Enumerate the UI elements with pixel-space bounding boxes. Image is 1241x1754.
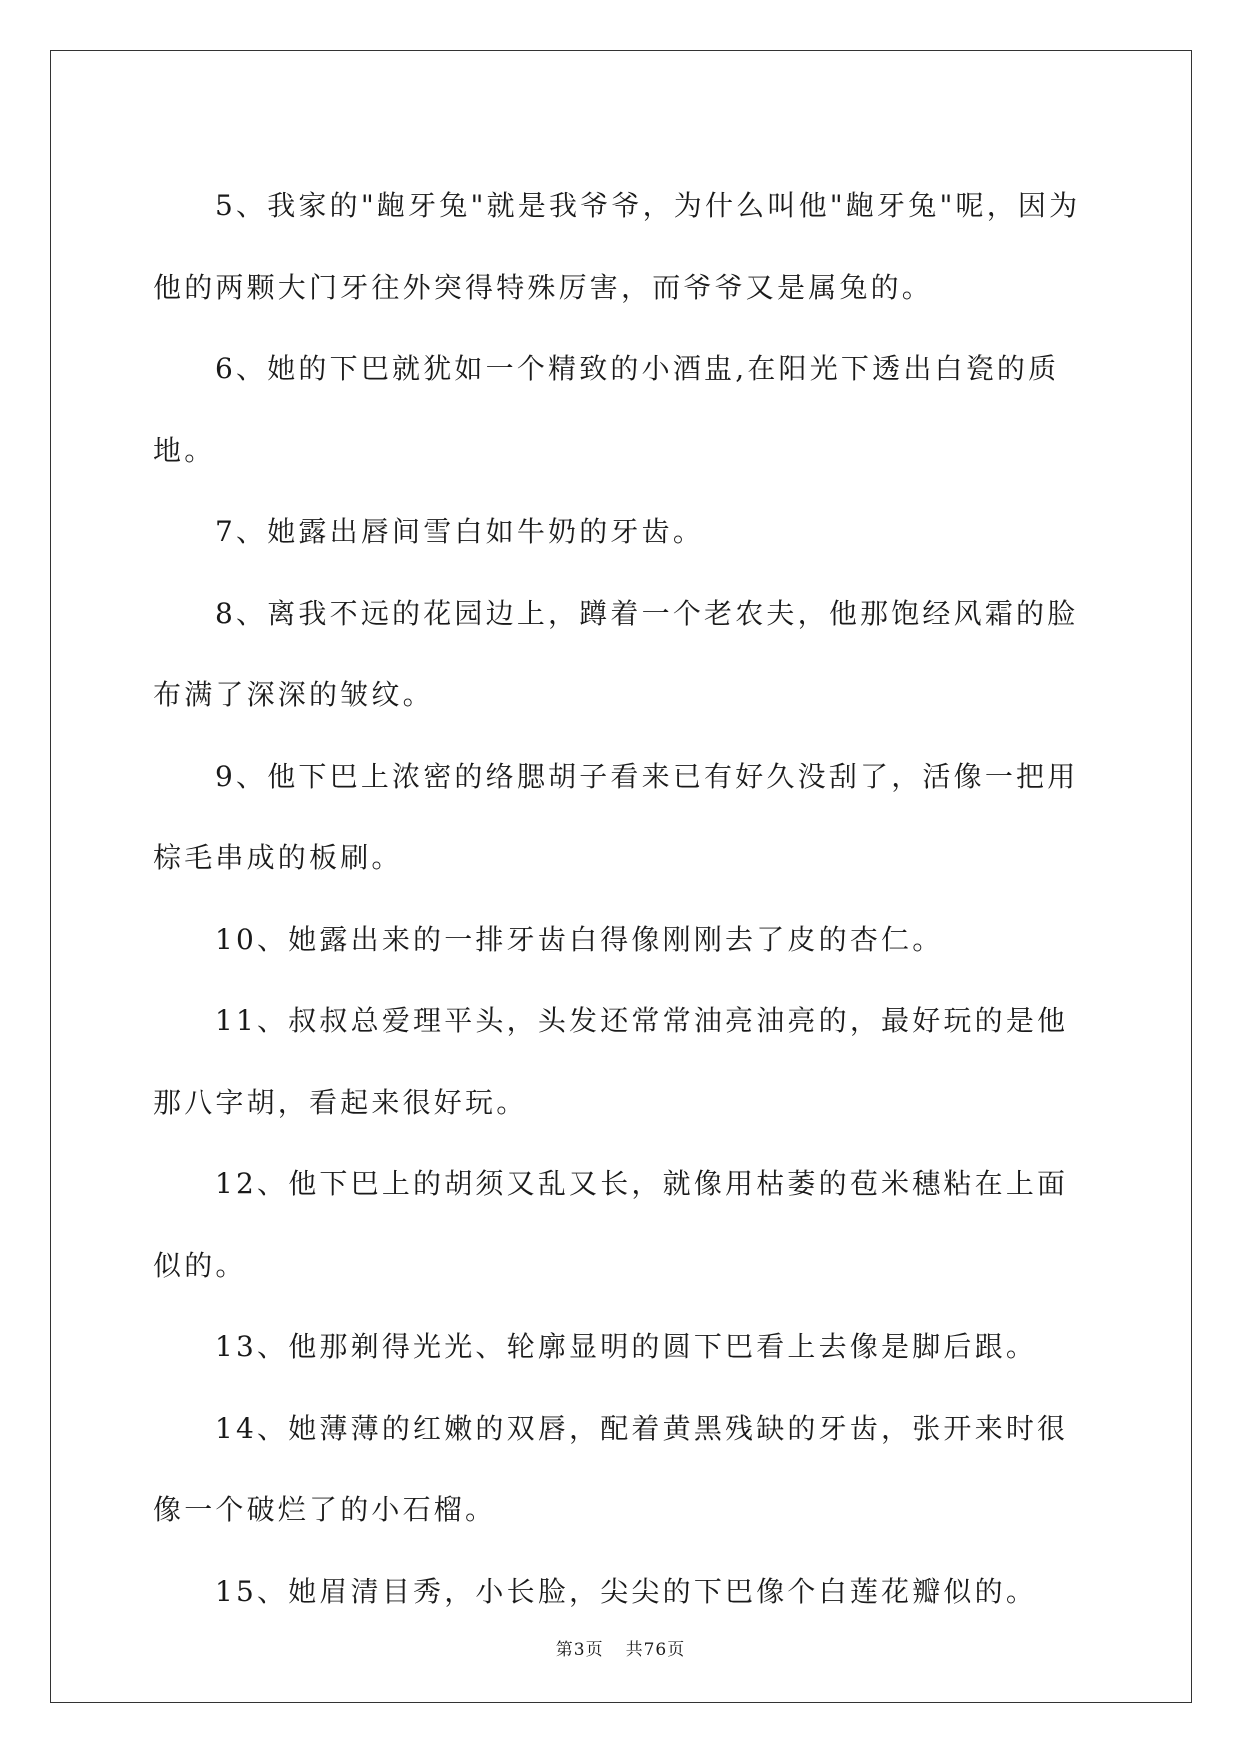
paragraph: 7、她露出唇间雪白如牛奶的牙齿。 bbox=[215, 515, 705, 548]
paragraph: 6、她的下巴就犹如一个精致的小酒盅,在阳光下透出白瓷的质地。 bbox=[153, 352, 1060, 467]
page-total: 共76页 bbox=[625, 1640, 686, 1660]
page-footer bbox=[0, 1635, 1241, 1660]
paragraph: 13、他那剃得光光、轮廓显明的圆下巴看上去像是脚后跟。 bbox=[215, 1330, 1038, 1363]
paragraph: 8、离我不远的花园边上，蹲着一个老农夫，他那饱经风霜的脸布满了深深的皱纹。 bbox=[153, 596, 1079, 711]
paragraph: 14、她薄薄的红嫩的双唇，配着黄黑残缺的牙齿，张开来时很像一个破烂了的小石榴。 bbox=[153, 1411, 1069, 1526]
paragraph: 11、叔叔总爱理平头，头发还常常油亮油亮的，最好玩的是他那八字胡，看起来很好玩。 bbox=[153, 1004, 1069, 1119]
paragraph: 15、她眉清目秀，小长脸，尖尖的下巴像个白莲花瓣似的。 bbox=[215, 1574, 1038, 1608]
paragraph: 9、他下巴上浓密的络腮胡子看来已有好久没刮了，活像一把用棕毛串成的板刷。 bbox=[153, 759, 1079, 874]
page-number: 第3页 bbox=[555, 1640, 604, 1660]
document-body bbox=[153, 165, 1093, 1632]
paragraph: 10、她露出来的一排牙齿白得像刚刚去了皮的杏仁。 bbox=[215, 922, 944, 956]
paragraph: 5、我家的"龅牙兔"就是我爷爷，为什么叫他"龅牙兔"呢，因为他的两颗大门牙往外突得特殊厉害，而爷爷又是属兔的。 bbox=[153, 189, 1081, 304]
paragraph: 12、他下巴上的胡须又乱又长，就像用枯萎的苞米穗粘在上面似的。 bbox=[153, 1167, 1069, 1282]
